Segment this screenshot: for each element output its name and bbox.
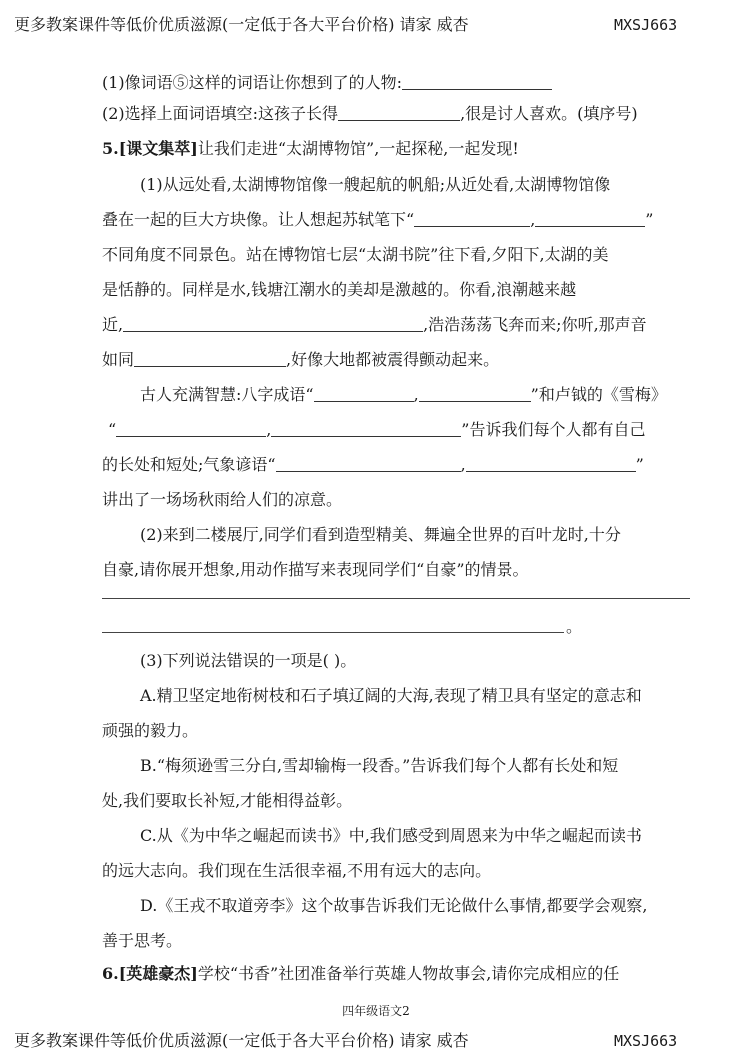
footer-text: 更多教案课件等低价优质滋源(一定低于各大平台价格) 请家 威杏 xyxy=(14,1031,469,1050)
q5-s2-line1: (2)来到二楼展厅,同学们看到造型精美、舞遍全世界的百叶龙时,十分 xyxy=(140,525,621,544)
header-text: 更多教案课件等低价优质滋源(一定低于各大平台价格) 请家 威杏 xyxy=(14,15,469,34)
answer-blank[interactable] xyxy=(276,455,461,472)
q5-s3-question: (3)下列说法错误的一项是( )。 xyxy=(140,651,357,670)
q5-p1-line5: 近, ,浩浩荡荡飞奔而来;你听,那声音 xyxy=(102,315,647,334)
answer-blank[interactable] xyxy=(271,420,461,437)
answer-blank[interactable] xyxy=(314,385,414,402)
answer-blank[interactable] xyxy=(123,315,423,332)
q6-title: 6.[英雄豪杰]学校“书香”社团准备举行英雄人物故事会,请你完成相应的任 xyxy=(102,964,620,983)
answer-blank[interactable] xyxy=(134,350,286,367)
option-a-line1: A.精卫坚定地衔树枝和石子填辽阔的大海,表现了精卫具有坚定的意志和 xyxy=(140,686,642,705)
option-d-line1: D.《王戎不取道旁李》这个故事告诉我们无论做什么事情,都要学会观察, xyxy=(140,896,648,915)
q5-p1-line1: (1)从远处看,太湖博物馆像一艘起航的帆船;从近处看,太湖博物馆像 xyxy=(140,175,611,194)
answer-blank[interactable] xyxy=(414,210,530,227)
answer-blank[interactable] xyxy=(419,385,531,402)
option-a-line2: 顽强的毅力。 xyxy=(102,721,199,740)
q5-p1-line4: 是恬静的。同样是水,钱塘江潮水的美却是激越的。你看,浪潮越来越 xyxy=(102,280,577,299)
answer-blank[interactable] xyxy=(466,455,636,472)
answer-line-end: 。 xyxy=(566,617,583,636)
page-header xyxy=(14,14,738,36)
footer-code: MXSJ663 xyxy=(614,1032,678,1050)
q4-sub2: (2)选择上面词语填空:这孩子长得 ,很是讨人喜欢。(填序号) xyxy=(102,104,638,123)
q5-p1-line3: 不同角度不同景色。站在博物馆七层“太湖书院”往下看,夕阳下,太湖的美 xyxy=(102,245,609,264)
q5-p1-line2: 叠在一起的巨大方块像。让人想起苏轼笔下“ , ” xyxy=(102,210,654,229)
q5-tag: [课文集萃] xyxy=(118,139,198,158)
page-number-label: 四年级语文2 xyxy=(342,1004,410,1018)
answer-blank[interactable] xyxy=(338,104,460,121)
q5-title: 5.[课文集萃]让我们走进“太湖博物馆”,一起探秘,一起发现! xyxy=(102,139,519,158)
q5-p2-line4: 讲出了一场场秋雨给人们的凉意。 xyxy=(102,490,343,509)
answer-line[interactable] xyxy=(102,598,690,599)
option-c-line1: C.从《为中华之崛起而读书》中,我们感受到周恩来为中华之崛起而读书 xyxy=(140,826,642,845)
page-footer xyxy=(14,1030,738,1052)
option-b-line2: 处,我们要取长补短,才能相得益彰。 xyxy=(102,791,353,810)
answer-blank[interactable] xyxy=(116,420,266,437)
q5-s2-line2: 自豪,请你展开想象,用动作描写来表现同学们“自豪”的情景。 xyxy=(102,560,529,579)
option-b-line1: B.“梅须逊雪三分白,雪却输梅一段香。”告诉我们每个人都有长处和短 xyxy=(140,756,619,775)
q5-p2-line2: “ , ”告诉我们每个人都有自己 xyxy=(108,420,646,439)
answer-line[interactable] xyxy=(102,632,564,633)
q5-p1-line6: 如同 ,好像大地都被震得颤动起来。 xyxy=(102,350,500,369)
answer-blank[interactable] xyxy=(402,73,552,90)
q4-sub1: (1)像词语⑤这样的词语让你想到了的人物: xyxy=(102,72,552,94)
option-d-line2: 善于思考。 xyxy=(102,931,183,950)
q5-p2-line1: 古人充满智慧:八字成语“ , ”和卢钺的《雪梅》 xyxy=(140,385,667,404)
q6-tag: [英雄豪杰] xyxy=(118,964,198,983)
option-c-line2: 的远大志向。我们现在生活很幸福,不用有远大的志向。 xyxy=(102,861,492,880)
answer-blank[interactable] xyxy=(535,210,645,227)
q5-p2-line3: 的长处和短处;气象谚语“ , ” xyxy=(102,455,644,474)
header-code: MXSJ663 xyxy=(614,16,678,34)
